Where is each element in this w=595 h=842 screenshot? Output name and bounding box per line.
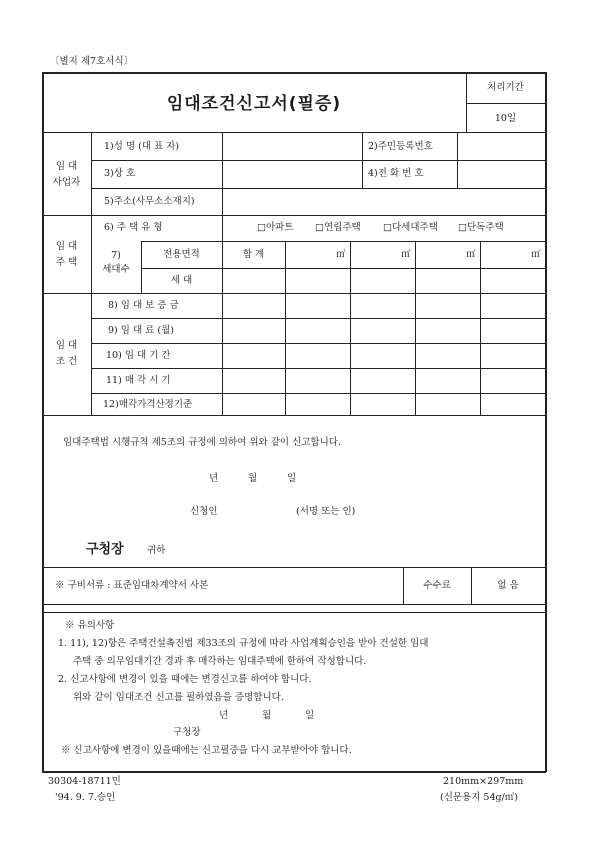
business-name-field[interactable]	[223, 161, 361, 187]
declaration-year: 년	[209, 473, 219, 484]
deposit-label: 8) 임 대 보 증 금	[108, 300, 179, 311]
area-unit-2: ㎡	[401, 249, 411, 260]
certificate-office: 구청장	[173, 727, 201, 738]
paper-spec: (신문용지 54g/㎡)	[440, 792, 519, 803]
certificate-day: 일	[305, 710, 315, 721]
section-lessor-label-2: 사업자	[52, 177, 81, 188]
area-unit-1: ㎡	[336, 249, 346, 260]
note-line-1: 1. 11), 12)항은 주택건설촉진법 제33조의 규정에 따라 사업계획승인을 받아 건설한 임대	[58, 638, 429, 649]
declaration-statement: 임대주택법 시행규칙 제5조의 규정에 의하여 위와 같이 신고합니다.	[63, 437, 341, 448]
name-field[interactable]	[223, 133, 361, 159]
notes-footnote: ※ 신고사항에 변경이 있을때에는 신고필증을 다시 교부받아야 합니다.	[61, 745, 352, 756]
business-name-label: 3)상 호	[104, 168, 136, 179]
household-count-label: 7)	[111, 250, 121, 261]
recipient-suffix: 귀하	[147, 545, 166, 556]
certificate-month: 월	[262, 710, 272, 721]
applicant-label: 신청인	[190, 506, 218, 517]
address-label: 5)주소(사무소소재지)	[104, 196, 195, 207]
note-line-3: 2. 신고사항에 변경이 있을 때에는 변경신고를 하여야 합니다.	[58, 674, 312, 685]
note-line-2: 주택 중 의무임대기간 경과 후 매각하는 임대주택에 한하여 작성합니다.	[73, 656, 367, 667]
section-housing-label-2: 주 택	[55, 257, 78, 268]
monthly-rent-label: 9) 임 대 료 (월)	[108, 325, 174, 336]
fee-label: 수수료	[423, 580, 451, 591]
recipient-label: 구청장	[86, 542, 124, 557]
lease-period-label: 10) 임 대 기 간	[106, 350, 171, 361]
form-code: 30304-18711민	[48, 776, 121, 787]
area-unit-4: ㎡	[531, 249, 541, 260]
option-multiplex-checkbox[interactable]: □다세대주택	[383, 222, 438, 233]
sale-price-basis-label: 12)매각가격산정기준	[103, 399, 193, 410]
total-label: 합 계	[242, 249, 265, 260]
approval-date: '94. 9. 7.승인	[55, 792, 116, 803]
processing-period-label: 처리기간	[487, 82, 524, 93]
section-terms-label: 임 대	[55, 340, 78, 351]
form-number-label: 〔별지 제7호서식〕	[50, 56, 134, 67]
option-row-house-checkbox[interactable]: □연립주택	[315, 222, 361, 233]
fee-value: 없 음	[497, 580, 519, 591]
resident-number-label: 2)주민등록번호	[368, 141, 433, 152]
processing-period-value: 10일	[494, 113, 517, 124]
section-housing-label: 임 대	[55, 241, 78, 252]
phone-label: 4)전 화 번 호	[368, 168, 424, 179]
declaration-month: 월	[248, 473, 258, 484]
name-label: 1)성 명 (대 표 자)	[104, 141, 180, 152]
exclusive-area-label: 전용면적	[163, 249, 200, 260]
resident-number-field[interactable]	[458, 133, 544, 159]
signature-label: (서명 또는 인)	[296, 506, 356, 517]
households-label: 세 대	[170, 275, 193, 286]
option-detached-checkbox[interactable]: □단독주택	[458, 222, 504, 233]
area-unit-3: ㎡	[466, 249, 476, 260]
section-lessor-label: 임 대	[55, 161, 78, 172]
required-documents-label: ※ 구비서류 : 표준임대차계약서 사본	[55, 580, 209, 591]
sale-timing-label: 11) 매 각 시 기	[106, 375, 171, 386]
housing-type-label: 6) 주 택 유 형	[104, 222, 163, 233]
household-count-label-2: 세대수	[102, 264, 130, 275]
option-apartment-checkbox[interactable]: □아파트	[257, 222, 294, 233]
section-terms-label-2: 조 건	[55, 356, 78, 367]
page-title: 임대조건신고서(필증)	[166, 94, 342, 114]
paper-size: 210mm×297mm	[443, 776, 524, 787]
certificate-year: 년	[219, 710, 229, 721]
applicant-field[interactable]	[225, 502, 285, 520]
declaration-day: 일	[287, 473, 297, 484]
note-line-4: 위와 같이 임대조건 신고를 필하였음을 증명합니다.	[73, 692, 284, 703]
phone-field[interactable]	[458, 161, 544, 187]
notes-heading: ※ 유의사항	[65, 620, 115, 631]
address-field[interactable]	[223, 189, 544, 214]
